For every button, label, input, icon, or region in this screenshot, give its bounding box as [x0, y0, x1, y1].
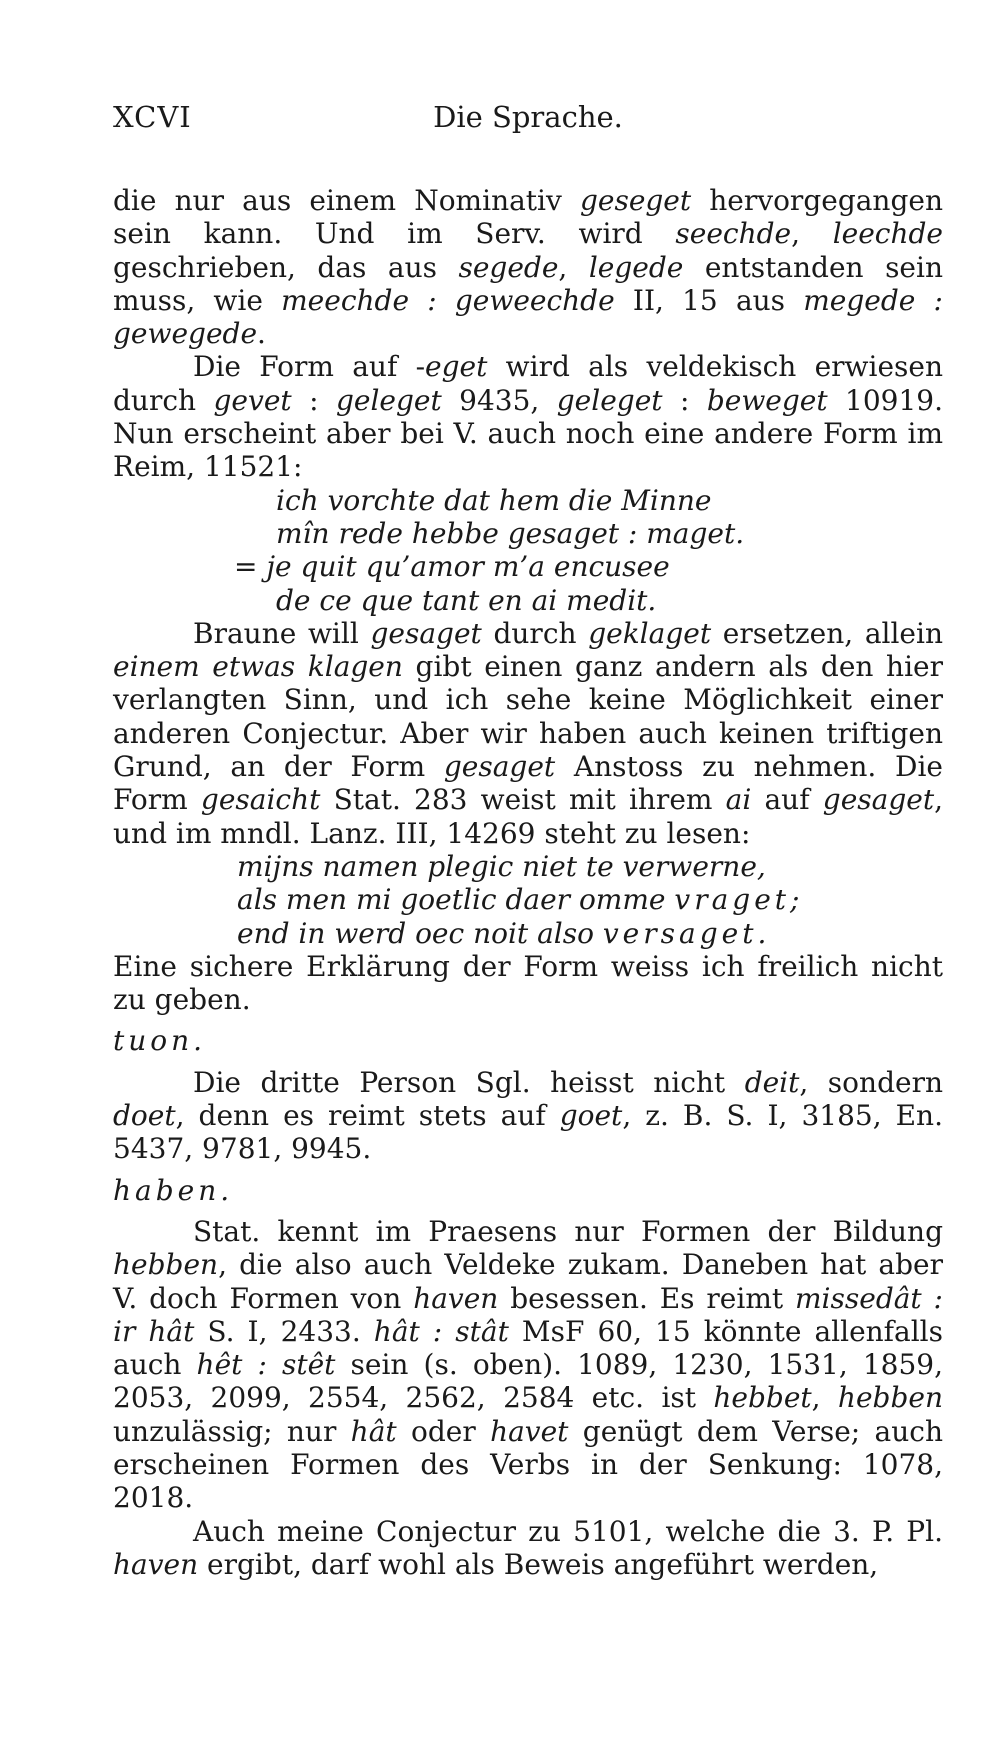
verse-line: = je quit qu’amor m’a encusee	[234, 550, 670, 584]
italic-word: gesaget	[822, 783, 935, 817]
text-run: besessen. Es reimt	[498, 1281, 795, 1315]
text-run: genügt dem Verse; auch erscheinen Formen des Verbs in der Senkung: 1078, 2018.	[113, 1414, 943, 1515]
italic-word: hebbet	[713, 1381, 812, 1415]
verse-line	[113, 917, 943, 950]
paragraph-7	[113, 1515, 943, 1582]
italic-word: deit	[744, 1065, 800, 1099]
italic-word: segede	[458, 250, 559, 284]
text-run: wird als veldekisch erwiesen durch	[113, 350, 943, 417]
text-run: , denn es reimt stets auf	[175, 1099, 560, 1133]
body-text	[113, 184, 943, 1581]
italic-word: hât	[350, 1414, 397, 1448]
verse-quote-2	[113, 850, 943, 950]
verse-line: de ce que tant en ai medit.	[276, 583, 657, 617]
italic-word: leechde	[832, 217, 943, 251]
text-run: Die dritte Person Sgl. heisst nicht	[193, 1065, 745, 1099]
italic-word: legede	[588, 250, 684, 284]
paragraph-6	[113, 1215, 943, 1515]
paragraph-4: Eine sichere Erklärung der Form weiss ich freilich nicht zu geben.	[113, 949, 943, 1017]
text-run: Auch meine Conjectur zu 5101, welche die 3. P. Pl.	[193, 1514, 943, 1548]
page-header	[113, 100, 943, 144]
text-run: ergibt, darf wohl als Beweis angeführt werden,	[198, 1547, 879, 1581]
verse-line	[113, 850, 943, 883]
italic-word: gesaicht	[200, 783, 321, 817]
italic-word: gesaget	[370, 616, 482, 650]
italic-word: missedât : ir hât	[113, 1281, 943, 1348]
italic-word: ai	[725, 783, 752, 817]
verse-line: mîn rede hebbe gesaget : maget.	[276, 516, 745, 550]
page-number: XCVI	[113, 100, 192, 134]
italic-word: beweget	[706, 383, 828, 417]
text-run: entstanden sein muss, wie	[113, 250, 943, 317]
paragraph-3	[113, 617, 943, 850]
text-run: :	[662, 383, 707, 417]
italic-word: hebben	[837, 1381, 943, 1415]
text-run: .	[257, 317, 266, 351]
text-run: 10919. Nun erscheint aber bei V. auch noch eine andere Form im Reim, 11521:	[113, 383, 944, 484]
text-run: S. I, 2433.	[194, 1314, 374, 1348]
text-run: auf	[751, 783, 823, 817]
italic-word: geklaget	[588, 616, 712, 650]
italic-word: seechde	[675, 217, 792, 251]
section-heading-tuon: tuon.	[113, 1024, 207, 1058]
running-title: Die Sprache.	[433, 100, 623, 134]
text-run: , sondern	[799, 1065, 943, 1099]
text-run: , z. B. S. I, 3185, En. 5437, 9781, 9945.	[113, 1099, 943, 1166]
verse-text: end in werd oec noit also	[237, 916, 603, 950]
text-run: II, 15 aus	[614, 283, 804, 317]
text-run: Stat. kennt im Praesens nur Formen der Bildung	[193, 1214, 943, 1248]
text-run: ,	[791, 217, 833, 251]
italic-word: eget	[425, 350, 488, 384]
text-run: , die also auch Veldeke zukam. Daneben hat aber V. doch Formen von	[113, 1248, 943, 1315]
paragraph-5	[113, 1066, 943, 1166]
text-run: Braune will	[193, 616, 371, 650]
italic-word: gevet	[213, 383, 292, 417]
verse-text: als men mi goetlic daer omme	[237, 883, 675, 917]
paragraph-1	[113, 184, 943, 350]
section-heading-haben: haben.	[113, 1173, 234, 1207]
spaced-rhyme-word: vraget;	[674, 883, 804, 917]
verse-line	[113, 883, 943, 916]
italic-word: megede : gewegede	[113, 283, 943, 351]
text-run: ,	[811, 1381, 838, 1415]
spaced-rhyme-word: versaget.	[602, 916, 771, 950]
italic-word: havet	[490, 1414, 569, 1448]
text-run: Stat. 283 weist mit ihrem	[320, 783, 726, 817]
text-run: hervorgegangen sein kann. Und im Serv. wird	[113, 184, 943, 251]
italic-word: hêt : stêt	[196, 1348, 336, 1382]
text-run: 9435,	[441, 383, 557, 417]
text-run: durch	[481, 616, 589, 650]
italic-word: geleget	[556, 383, 663, 417]
text-run: sein (s. oben). 1089, 1230, 1531, 1859, 2053, 2099, 2554, 2562, 2584 etc. ist	[113, 1348, 943, 1415]
text-run: ersetzen, allein	[711, 616, 943, 650]
text-run: Die Form auf -	[193, 350, 426, 384]
italic-word: haven	[113, 1547, 199, 1581]
verse-quote-1	[113, 484, 943, 617]
verse-line: ich vorchte dat hem die Minne	[276, 483, 712, 517]
italic-word: hât : stât	[373, 1314, 509, 1348]
text-run: Anstoss zu nehmen. Die Form	[113, 750, 943, 817]
italic-word: goet	[559, 1099, 623, 1133]
text-run: , und im mndl. Lanz. III, 14269 steht zu lesen:	[113, 783, 943, 850]
italic-word: einem etwas klagen	[113, 650, 403, 684]
text-run: MsF 60, 15 könnte allenfalls auch	[113, 1314, 944, 1382]
text-run: die nur aus einem Nominativ	[113, 184, 580, 217]
italic-word: geleget	[335, 383, 442, 417]
italic-word: meechde : geweechde	[281, 283, 615, 317]
italic-word: doet	[113, 1099, 176, 1133]
verse-text: mijns namen plegic niet te verwerne,	[237, 849, 766, 883]
text-run: gibt einen ganz andern als den hier verlangten Sinn, und ich sehe keine Möglichkeit einer anderen Conjectur. Aber wir haben auch keinen triftigen Grund, an der Form	[113, 650, 943, 784]
text-run: ,	[558, 250, 589, 284]
italic-word: gesaget	[443, 750, 556, 784]
italic-word: geseget	[579, 184, 692, 217]
italic-word: haven	[413, 1281, 499, 1315]
text-run: geschrieben, das aus	[113, 250, 459, 284]
paragraph-2	[113, 350, 943, 483]
text-run: unzulässig; nur	[113, 1414, 351, 1448]
text-run: :	[291, 383, 336, 417]
italic-word: hebben	[113, 1248, 219, 1282]
text-run: oder	[396, 1414, 491, 1448]
